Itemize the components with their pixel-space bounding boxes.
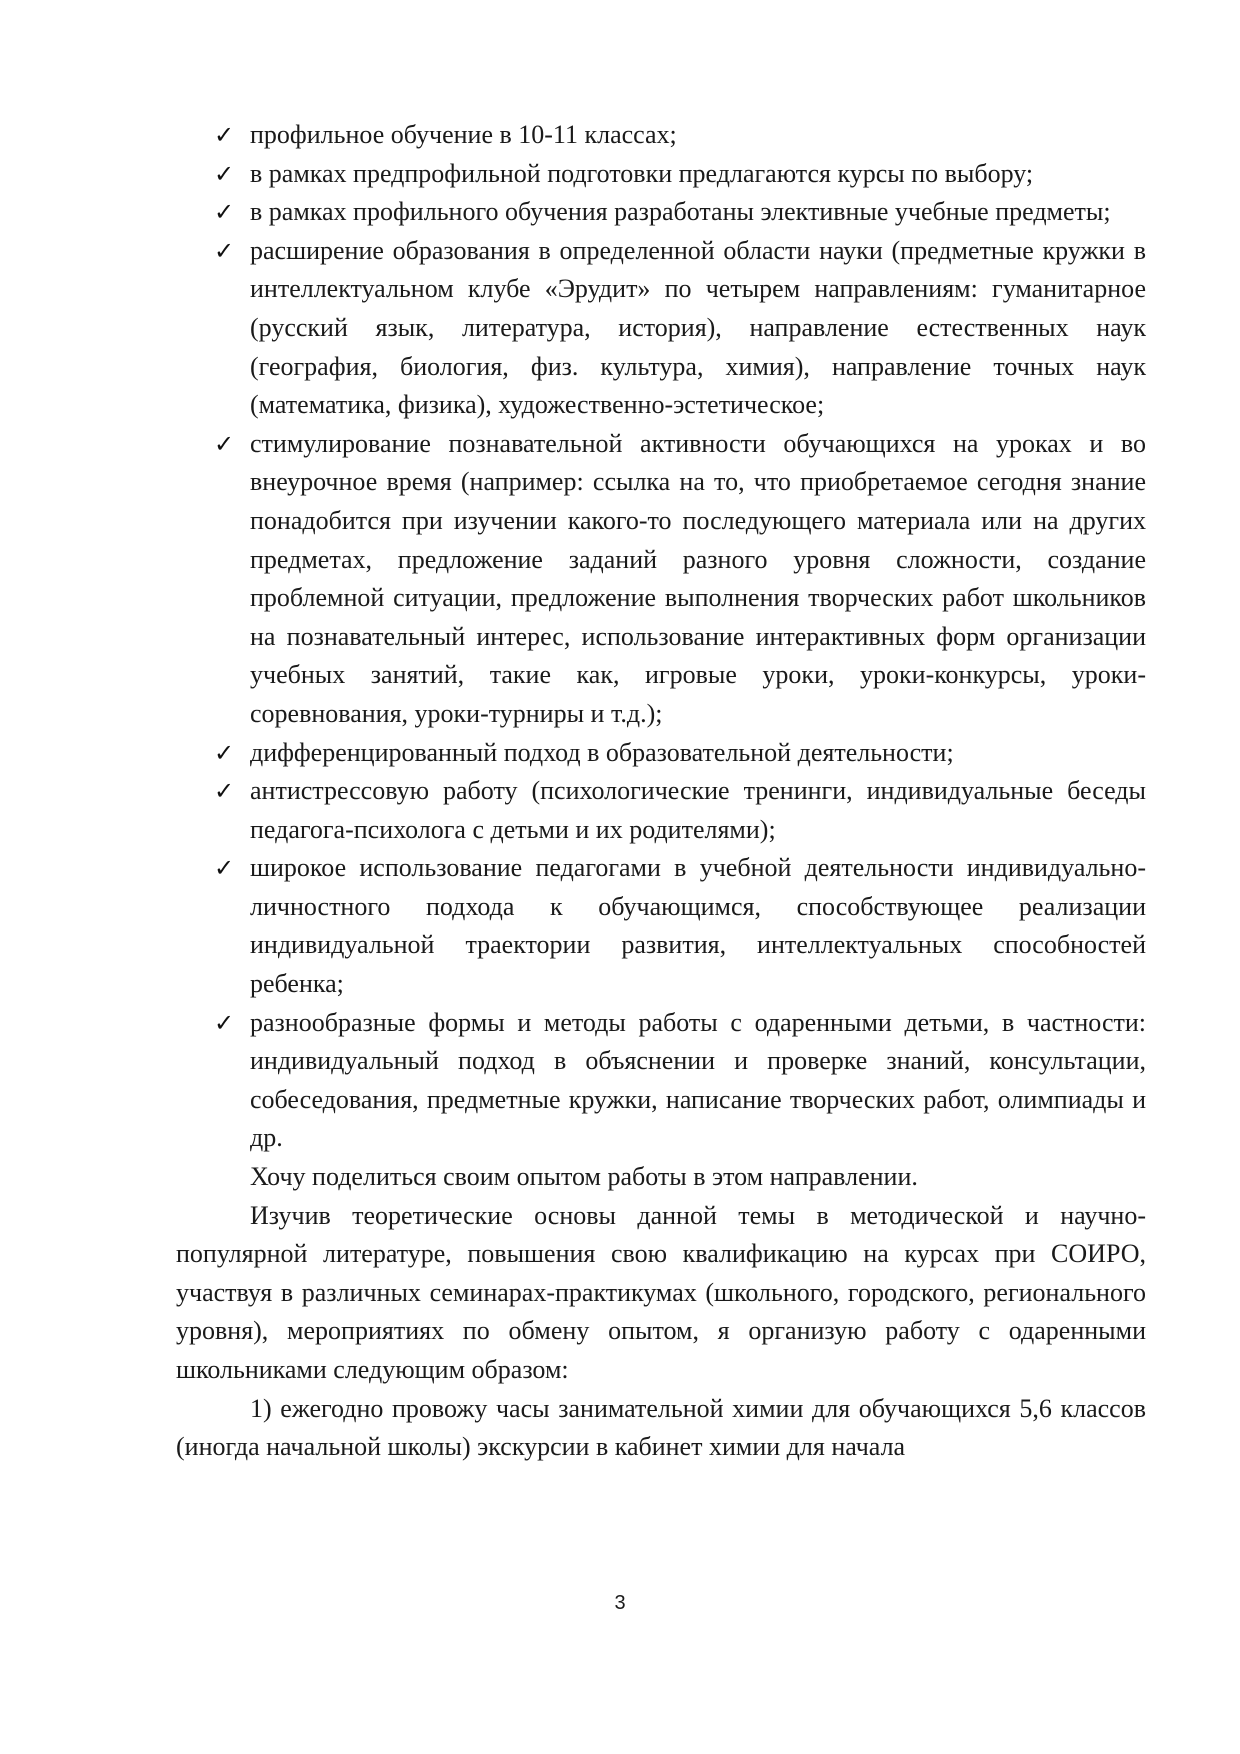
page-body (176, 116, 1146, 1467)
list-item-text: разнообразные формы и методы работы с одаренными детьми, в частности: индивидуальный подход в объяснении и проверке знаний, консультации, собеседования, предметные кружки, написание творческих работ, олимпиады и др. (250, 1007, 1146, 1153)
list-item (176, 425, 1146, 734)
list-item-text: профильное обучение в 10-11 классах; (250, 120, 677, 149)
checkmark-icon: ✓ (214, 159, 235, 188)
body-paragraph: Хочу поделиться своим опытом работы в этом направлении. (250, 1162, 918, 1192)
list-item (176, 193, 1146, 232)
list-item (176, 849, 1146, 1003)
list-item (176, 734, 1146, 773)
checkmark-icon: ✓ (214, 198, 235, 227)
body-paragraph: Изучив теоретические основы данной темы в методической и научно-популярной литературе, повышения свою квалификацию на курсах при СОИРО, участвуя в различных семинарах-практикумах (школьного, городского, регионального уровня), мероприятиях по обмену опытом, я организую работу с одаренными школьниками следующим образом: (176, 1200, 1146, 1384)
checkmark-icon: ✓ (214, 121, 235, 149)
list-item-text: в рамках предпрофильной подготовки предлагаются курсы по выбору; (250, 158, 1034, 188)
list-item-text: расширение образования в определенной области науки (предметные кружки в интеллектуальном клубе «Эрудит» по четырем направлениям: гуманитарное (русский язык, литература, история), направление естественных наук (география, биология, физ. культура, химия), направление точных наук (математика, физика), художественно-эстетическое; (250, 235, 1146, 420)
checkmark-icon: ✓ (214, 854, 235, 883)
checkmark-icon: ✓ (214, 236, 235, 265)
checkmark-icon: ✓ (214, 1008, 235, 1037)
bullet-list (176, 116, 1146, 1158)
checkmark-icon: ✓ (214, 738, 235, 767)
list-item (176, 116, 1146, 155)
list-item (176, 1004, 1146, 1158)
checkmark-icon: ✓ (214, 429, 235, 458)
checkmark-icon: ✓ (214, 777, 235, 806)
list-item (176, 772, 1146, 849)
list-item-text: в рамках профильного обучения разработаны элективные учебные предметы; (250, 197, 1111, 227)
list-item (176, 232, 1146, 425)
list-item-text: антистрессовую работу (психологические тренинги, индивидуальные беседы педагога-психолога с детьми и их родителями); (250, 776, 1146, 844)
list-item (176, 155, 1146, 194)
list-item-text: стимулирование познавательной активности обучающихся на уроках и во внеурочное время (например: ссылка на то, что приобретаемое сегодня знание понадобится при изучении какого-то последующего материала или на других предметах, предложение заданий разного уровня сложности, создание проблемной ситуации, предложение выполнения творческих работ школьников на познавательный интерес, использование интерактивных форм организации учебных занятий, такие как, игровые уроки, уроки-конкурсы, уроки-соревнования, уроки-турниры и т.д.); (250, 428, 1146, 728)
page-number: 3 (614, 1592, 626, 1614)
list-item-text: дифференцированный подход в образовательной деятельности; (250, 737, 954, 767)
list-item-text: широкое использование педагогами в учебной деятельности индивидуально-личностного подхода к обучающимся, способствующее реализации индивидуальной траектории развития, интеллектуальных способностей ребенка; (250, 853, 1146, 999)
body-paragraph: 1) ежегодно провожу часы занимательной химии для обучающихся 5,6 классов (иногда начальной школы) экскурсии в кабинет химии для начала (176, 1393, 1146, 1462)
